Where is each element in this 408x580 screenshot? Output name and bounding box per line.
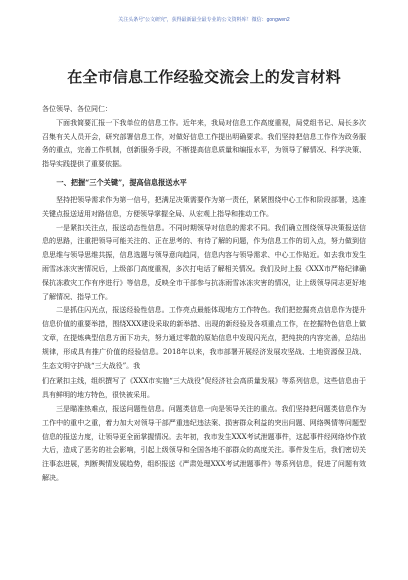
intro-paragraph: 下面我简要汇报一下我单位的信息工作。近年来，我局对信息工作高度重视，局党组书记、局长多次召集有关人员开会，研究部署信息工作，对做好信息工作提出明确要求。我们坚持把信息工作作为政务服务的重点，完善工作机制，创新服务手段，不断提高信息质量和编报水平，为领导了解情况、科学决策、指导实践提供了重要依据。 <box>42 118 366 169</box>
continuation-paragraph: 们在紧扣主线，组织撰写了《XXX市实施“三大战役”促经济社会高质量发展》等系列信息，这些信息由于具有鲜明的地方特色，很快被采用。 <box>42 377 366 400</box>
document-title: 在全市信息工作经验交流会上的发言材料 <box>67 68 341 86</box>
salutation: 各位领导、各位同仁： <box>42 105 112 113</box>
point-2-paragraph: 二是抓住闪光点，报送经验性信息。工作亮点最能体现地方工作特色。我们把挖掘亮点信息作为提升信息价值的重要举措，围绕XXX建设采取的新举措、出现的新经验及各项重点工作，在挖掘特色信息上做文章，在提炼典型信息方面下功夫，努力通过零散的原始信息中发现闪光点，把纯抉的内容完善，总结出规律，形成具有推广价值的经验信息。2018年以来，我市部署开展经济发展攻坚战、土地资源保卫战、生态文明守护战“三大战役”。我 <box>42 306 366 370</box>
point-1-paragraph: 一是紧扣关注点，报送动态性信息。不同时期领导对信息的需求不同。我们确立围绕领导决策报送信息的思路，注重把领导可能关注的、正在思考的、有待了解的问题，作为信息工作的切入点，努力做到信息思维与领导思维共振，信息选题与领导意向趋同，信息内容与领导需求、中心工作贴近。如去我市发生雨雪冰冻灾害情况后，上级部门高度重视，多次打电话了解相关情况。我们及时上报《XXX市严格纪律确保抗冻救灾工作有序进行》等信息，反映全市干部参与抗冻雨雪冰冻灾害的情况，让上级领导同志更好地了解情况、指导工作。 <box>42 223 366 301</box>
point-3-paragraph: 三是瞄准热难点，报送问题性信息。问题类信息一向是领导关注的重点。我们坚持把问题类信息作为工作中的重中之重，着力加大对领导干部严重违纪违法案、损害群众利益的突出问题、网络舆情等问题型信息的报送力度，让领导更全面掌握情况。去年初，我市发生XXX考试泄题事件，这起事件经网络炒作放大后，造成了恶劣的社会影响，引起上级领导和全国各地不部群众的高度关注。事件发生后，我们密切关注事态进展，判断舆情发展趋势，组织报送《严肃处理XXX考试泄题事件》等系列信息，促进了问题有效解决。 <box>42 404 366 482</box>
section1-paragraph: 坚持把领导需求作为第一信号，把满足决策需要作为第一责任，紧紧围绕中心工作和阶段部署，选准关键点报送适用对路信息，方便领导掌握全局、从宏观上指导和推动工作。 <box>42 195 366 218</box>
top-banner: 关注头条号“公文研究”，获得最新最全最专业的公文资料库！微信：gongwen2 <box>118 17 290 23</box>
document-page <box>42 62 366 486</box>
section-heading-1: 一、把握“三个关键”，提高信息报送水平 <box>56 177 187 187</box>
